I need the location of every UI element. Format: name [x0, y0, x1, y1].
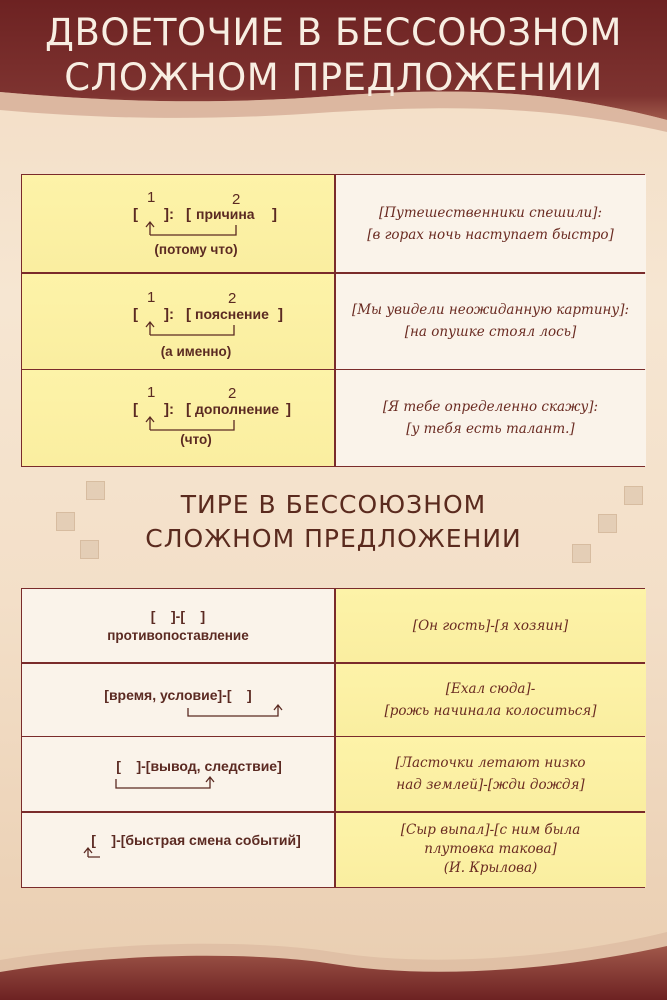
dash-section-title — [0, 488, 667, 556]
colon-scheme-cell — [22, 274, 334, 369]
example-line: [в горах ночь наступает быстро] — [367, 226, 614, 243]
dash-scheme-diagram — [22, 664, 334, 736]
dash-scheme: [ ]-[вывод, следствие] — [116, 758, 282, 774]
colon-table — [21, 174, 645, 467]
example-author: (И. Крылова) — [443, 860, 538, 876]
dash-example-cell — [336, 813, 646, 887]
colon-example-cell — [336, 370, 646, 466]
example-line: [рожь начинала колоситься] — [384, 702, 597, 719]
dash-example-cell — [336, 737, 646, 811]
example-line: [Он гость]-[я хозяин] — [412, 617, 569, 634]
colon-scheme-diagram — [22, 274, 334, 369]
colon-example-cell — [336, 274, 646, 369]
dash-scheme: [время, условие]-[ ] — [104, 686, 252, 703]
main-title-line1: ДВОЕТОЧИЕ В БЕССОЮЗНОМ — [45, 11, 622, 54]
main-title — [0, 10, 667, 100]
dash-example-cell — [336, 664, 646, 736]
dash-scheme-cell — [22, 813, 334, 887]
dash-table — [21, 588, 645, 888]
clause-number-2: 2 — [228, 385, 237, 402]
dash-scheme-label: противопоставление — [107, 628, 249, 643]
example-line: [на опушке стоял лось] — [404, 324, 577, 340]
example-line: [Сыр выпал]-[с ним была — [400, 822, 581, 838]
svg-text:[: [ — [133, 305, 138, 323]
dash-scheme-cell — [22, 589, 334, 662]
dash-scheme-cell — [22, 664, 334, 736]
colon-scheme-diagram — [22, 370, 334, 466]
footer-banner — [0, 910, 667, 1000]
second-part-label: пояснение — [195, 305, 269, 322]
bracket-open-2: [ — [186, 206, 191, 223]
conjunction-label: (что) — [180, 432, 212, 447]
colon-scheme-diagram — [22, 175, 334, 272]
example-line: [Я тебе определенно скажу]: — [382, 399, 599, 415]
clause-number-2: 2 — [228, 289, 237, 307]
svg-text:[: [ — [186, 305, 191, 323]
dash-scheme: [ ]-[быстрая смена событий] — [91, 831, 301, 848]
clause-number-1: 1 — [147, 384, 156, 401]
dash-scheme-diagram — [22, 813, 334, 887]
clause-number-1: 1 — [147, 288, 156, 306]
svg-text:[: [ — [133, 401, 138, 418]
example-line: [Ехал сюда]- — [445, 680, 536, 697]
example-line: [Ласточки летают низко — [395, 755, 586, 771]
dash-scheme-diagram — [22, 737, 334, 811]
colon-scheme-cell — [22, 175, 334, 272]
colon-example-cell — [336, 175, 646, 272]
svg-text:]: ] — [278, 305, 283, 323]
colon-scheme-cell — [22, 370, 334, 466]
second-part-label: дополнение — [195, 401, 280, 417]
svg-text:]: ] — [286, 401, 291, 418]
example-line: плутовка такова] — [424, 841, 557, 857]
example-line: над землей]-[жди дождя] — [396, 777, 585, 793]
bracket-open: [ — [133, 206, 138, 223]
colon-mark: ]: — [164, 206, 174, 223]
svg-text:[: [ — [186, 401, 191, 418]
example-line: [у тебя есть талант.] — [406, 421, 575, 437]
clause-number-2: 2 — [232, 191, 241, 208]
dash-scheme-cell — [22, 737, 334, 811]
example-line: [Путешественники спешили]: — [378, 204, 602, 221]
clause-number-1: 1 — [147, 189, 156, 206]
dash-title-line1: ТИРЕ В БЕССОЮЗНОМ — [180, 490, 487, 519]
svg-text:]:: ]: — [164, 305, 174, 323]
svg-text:]:: ]: — [164, 401, 174, 418]
dash-example-cell — [336, 589, 646, 662]
main-title-line2: СЛОЖНОМ ПРЕДЛОЖЕНИИ — [64, 56, 603, 99]
bracket-close: ] — [272, 206, 277, 223]
dash-scheme: [ ]-[ ] — [150, 608, 206, 624]
example-line: [Мы увидели неожиданную картину]: — [351, 302, 630, 318]
conjunction-label: (а именно) — [160, 343, 232, 359]
second-part-label: причина — [196, 206, 255, 222]
conjunction-label: (потому что) — [154, 242, 238, 257]
dash-title-line2: СЛОЖНОМ ПРЕДЛОЖЕНИИ — [145, 524, 522, 553]
